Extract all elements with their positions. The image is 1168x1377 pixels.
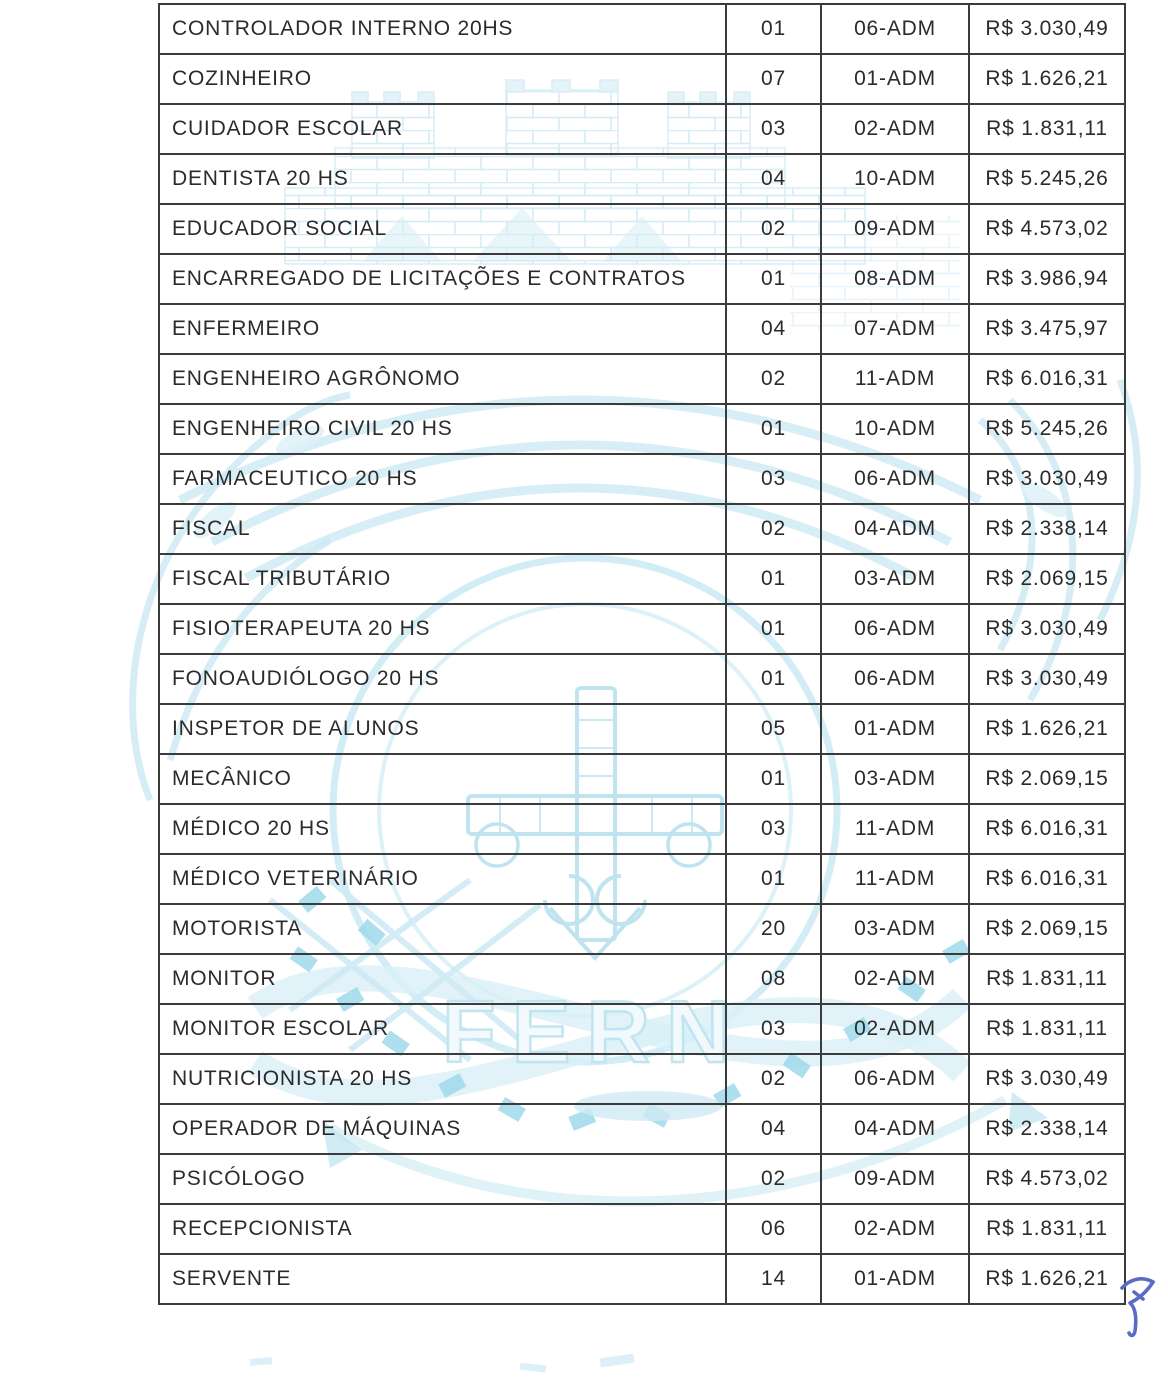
vagas-cell: 01 bbox=[726, 404, 821, 454]
ref-cell: 09-ADM bbox=[821, 204, 969, 254]
salario-cell: R$ 3.986,94 bbox=[969, 254, 1125, 304]
salario-cell: R$ 3.475,97 bbox=[969, 304, 1125, 354]
vagas-cell: 08 bbox=[726, 954, 821, 1004]
salario-cell: R$ 4.573,02 bbox=[969, 204, 1125, 254]
ref-cell: 06-ADM bbox=[821, 654, 969, 704]
ref-cell: 01-ADM bbox=[821, 704, 969, 754]
table-row bbox=[159, 1154, 1125, 1204]
vagas-cell: 04 bbox=[726, 1104, 821, 1154]
cargo-cell: CONTROLADOR INTERNO 20HS bbox=[159, 4, 726, 54]
salario-cell: R$ 1.626,21 bbox=[969, 704, 1125, 754]
vagas-cell: 02 bbox=[726, 1054, 821, 1104]
table-row bbox=[159, 504, 1125, 554]
cargo-cell: MOTORISTA bbox=[159, 904, 726, 954]
table-row bbox=[159, 454, 1125, 504]
table-row bbox=[159, 154, 1125, 204]
vagas-cell: 05 bbox=[726, 704, 821, 754]
cargo-cell: OPERADOR DE MÁQUINAS bbox=[159, 1104, 726, 1154]
salario-cell: R$ 1.831,11 bbox=[969, 1004, 1125, 1054]
cargo-cell: DENTISTA 20 HS bbox=[159, 154, 726, 204]
ref-cell: 02-ADM bbox=[821, 1004, 969, 1054]
ref-cell: 02-ADM bbox=[821, 954, 969, 1004]
table-row bbox=[159, 954, 1125, 1004]
vagas-cell: 01 bbox=[726, 754, 821, 804]
salario-cell: R$ 2.069,15 bbox=[969, 754, 1125, 804]
salario-cell: R$ 5.245,26 bbox=[969, 154, 1125, 204]
cargo-cell: MECÂNICO bbox=[159, 754, 726, 804]
vagas-cell: 03 bbox=[726, 1004, 821, 1054]
cargo-cell: ENCARREGADO DE LICITAÇÕES E CONTRATOS bbox=[159, 254, 726, 304]
salario-cell: R$ 2.069,15 bbox=[969, 904, 1125, 954]
table-row bbox=[159, 204, 1125, 254]
table-row bbox=[159, 604, 1125, 654]
cargo-cell: PSICÓLOGO bbox=[159, 1154, 726, 1204]
ref-cell: 06-ADM bbox=[821, 454, 969, 504]
table-row bbox=[159, 554, 1125, 604]
table-row bbox=[159, 4, 1125, 54]
salario-cell: R$ 3.030,49 bbox=[969, 1054, 1125, 1104]
cargo-cell: EDUCADOR SOCIAL bbox=[159, 204, 726, 254]
salario-cell: R$ 1.626,21 bbox=[969, 54, 1125, 104]
ref-cell: 02-ADM bbox=[821, 104, 969, 154]
cargo-cell: FONOAUDIÓLOGO 20 HS bbox=[159, 654, 726, 704]
ref-cell: 10-ADM bbox=[821, 154, 969, 204]
table-row bbox=[159, 254, 1125, 304]
ref-cell: 06-ADM bbox=[821, 4, 969, 54]
cargo-cell: FISIOTERAPEUTA 20 HS bbox=[159, 604, 726, 654]
vagas-cell: 01 bbox=[726, 4, 821, 54]
vagas-cell: 01 bbox=[726, 254, 821, 304]
table-body bbox=[159, 4, 1125, 1304]
ref-cell: 03-ADM bbox=[821, 904, 969, 954]
cargo-cell: SERVENTE bbox=[159, 1254, 726, 1304]
vagas-cell: 02 bbox=[726, 204, 821, 254]
table-row bbox=[159, 1054, 1125, 1104]
vagas-cell: 03 bbox=[726, 454, 821, 504]
cargo-cell: RECEPCIONISTA bbox=[159, 1204, 726, 1254]
ref-cell: 02-ADM bbox=[821, 1204, 969, 1254]
ref-cell: 03-ADM bbox=[821, 754, 969, 804]
cargo-cell: ENFERMEIRO bbox=[159, 304, 726, 354]
vagas-cell: 02 bbox=[726, 354, 821, 404]
vagas-cell: 06 bbox=[726, 1204, 821, 1254]
salario-cell: R$ 3.030,49 bbox=[969, 454, 1125, 504]
ref-cell: 07-ADM bbox=[821, 304, 969, 354]
table-row bbox=[159, 1204, 1125, 1254]
cargo-cell: ENGENHEIRO AGRÔNOMO bbox=[159, 354, 726, 404]
ref-cell: 10-ADM bbox=[821, 404, 969, 454]
table-row bbox=[159, 404, 1125, 454]
cargo-cell: ENGENHEIRO CIVIL 20 HS bbox=[159, 404, 726, 454]
vagas-cell: 07 bbox=[726, 54, 821, 104]
vagas-cell: 02 bbox=[726, 1154, 821, 1204]
table-row bbox=[159, 804, 1125, 854]
cargo-cell: MONITOR ESCOLAR bbox=[159, 1004, 726, 1054]
vagas-cell: 02 bbox=[726, 504, 821, 554]
table-row bbox=[159, 854, 1125, 904]
ref-cell: 06-ADM bbox=[821, 604, 969, 654]
table-row bbox=[159, 654, 1125, 704]
table-row bbox=[159, 104, 1125, 154]
ref-cell: 11-ADM bbox=[821, 804, 969, 854]
salario-cell: R$ 2.338,14 bbox=[969, 504, 1125, 554]
table-row bbox=[159, 304, 1125, 354]
ref-cell: 03-ADM bbox=[821, 554, 969, 604]
vagas-cell: 01 bbox=[726, 604, 821, 654]
positions-table bbox=[158, 3, 1126, 1305]
cargo-cell: NUTRICIONISTA 20 HS bbox=[159, 1054, 726, 1104]
cargo-cell: MÉDICO 20 HS bbox=[159, 804, 726, 854]
salario-cell: R$ 6.016,31 bbox=[969, 804, 1125, 854]
cargo-cell: CUIDADOR ESCOLAR bbox=[159, 104, 726, 154]
salario-cell: R$ 2.338,14 bbox=[969, 1104, 1125, 1154]
salario-cell: R$ 6.016,31 bbox=[969, 854, 1125, 904]
table-row bbox=[159, 704, 1125, 754]
cargo-cell: INSPETOR DE ALUNOS bbox=[159, 704, 726, 754]
salario-cell: R$ 2.069,15 bbox=[969, 554, 1125, 604]
handwritten-initial-mark bbox=[1116, 1272, 1168, 1344]
cargo-cell: MÉDICO VETERINÁRIO bbox=[159, 854, 726, 904]
salario-cell: R$ 5.245,26 bbox=[969, 404, 1125, 454]
vagas-cell: 20 bbox=[726, 904, 821, 954]
table-row bbox=[159, 354, 1125, 404]
vagas-cell: 01 bbox=[726, 554, 821, 604]
ref-cell: 01-ADM bbox=[821, 1254, 969, 1304]
salario-cell: R$ 1.626,21 bbox=[969, 1254, 1125, 1304]
ref-cell: 04-ADM bbox=[821, 1104, 969, 1154]
salario-cell: R$ 1.831,11 bbox=[969, 954, 1125, 1004]
salario-cell: R$ 1.831,11 bbox=[969, 104, 1125, 154]
table-row bbox=[159, 754, 1125, 804]
ref-cell: 11-ADM bbox=[821, 354, 969, 404]
cargo-cell: FISCAL bbox=[159, 504, 726, 554]
ref-cell: 11-ADM bbox=[821, 854, 969, 904]
cargo-cell: FARMACEUTICO 20 HS bbox=[159, 454, 726, 504]
cargo-cell: MONITOR bbox=[159, 954, 726, 1004]
ref-cell: 08-ADM bbox=[821, 254, 969, 304]
vagas-cell: 14 bbox=[726, 1254, 821, 1304]
salario-cell: R$ 1.831,11 bbox=[969, 1204, 1125, 1254]
table-row bbox=[159, 904, 1125, 954]
cargo-cell: FISCAL TRIBUTÁRIO bbox=[159, 554, 726, 604]
salario-cell: R$ 3.030,49 bbox=[969, 604, 1125, 654]
salario-cell: R$ 4.573,02 bbox=[969, 1154, 1125, 1204]
ref-cell: 04-ADM bbox=[821, 504, 969, 554]
table-row bbox=[159, 1004, 1125, 1054]
vagas-cell: 03 bbox=[726, 804, 821, 854]
vagas-cell: 03 bbox=[726, 104, 821, 154]
ref-cell: 06-ADM bbox=[821, 1054, 969, 1104]
ref-cell: 09-ADM bbox=[821, 1154, 969, 1204]
cargo-cell: COZINHEIRO bbox=[159, 54, 726, 104]
table-row bbox=[159, 1104, 1125, 1154]
watermark-text: FERN bbox=[442, 982, 746, 1081]
vagas-cell: 01 bbox=[726, 854, 821, 904]
table-row bbox=[159, 54, 1125, 104]
ref-cell: 01-ADM bbox=[821, 54, 969, 104]
vagas-cell: 01 bbox=[726, 654, 821, 704]
salario-cell: R$ 6.016,31 bbox=[969, 354, 1125, 404]
vagas-cell: 04 bbox=[726, 154, 821, 204]
table-row bbox=[159, 1254, 1125, 1304]
salario-cell: R$ 3.030,49 bbox=[969, 654, 1125, 704]
salario-cell: R$ 3.030,49 bbox=[969, 4, 1125, 54]
vagas-cell: 04 bbox=[726, 304, 821, 354]
